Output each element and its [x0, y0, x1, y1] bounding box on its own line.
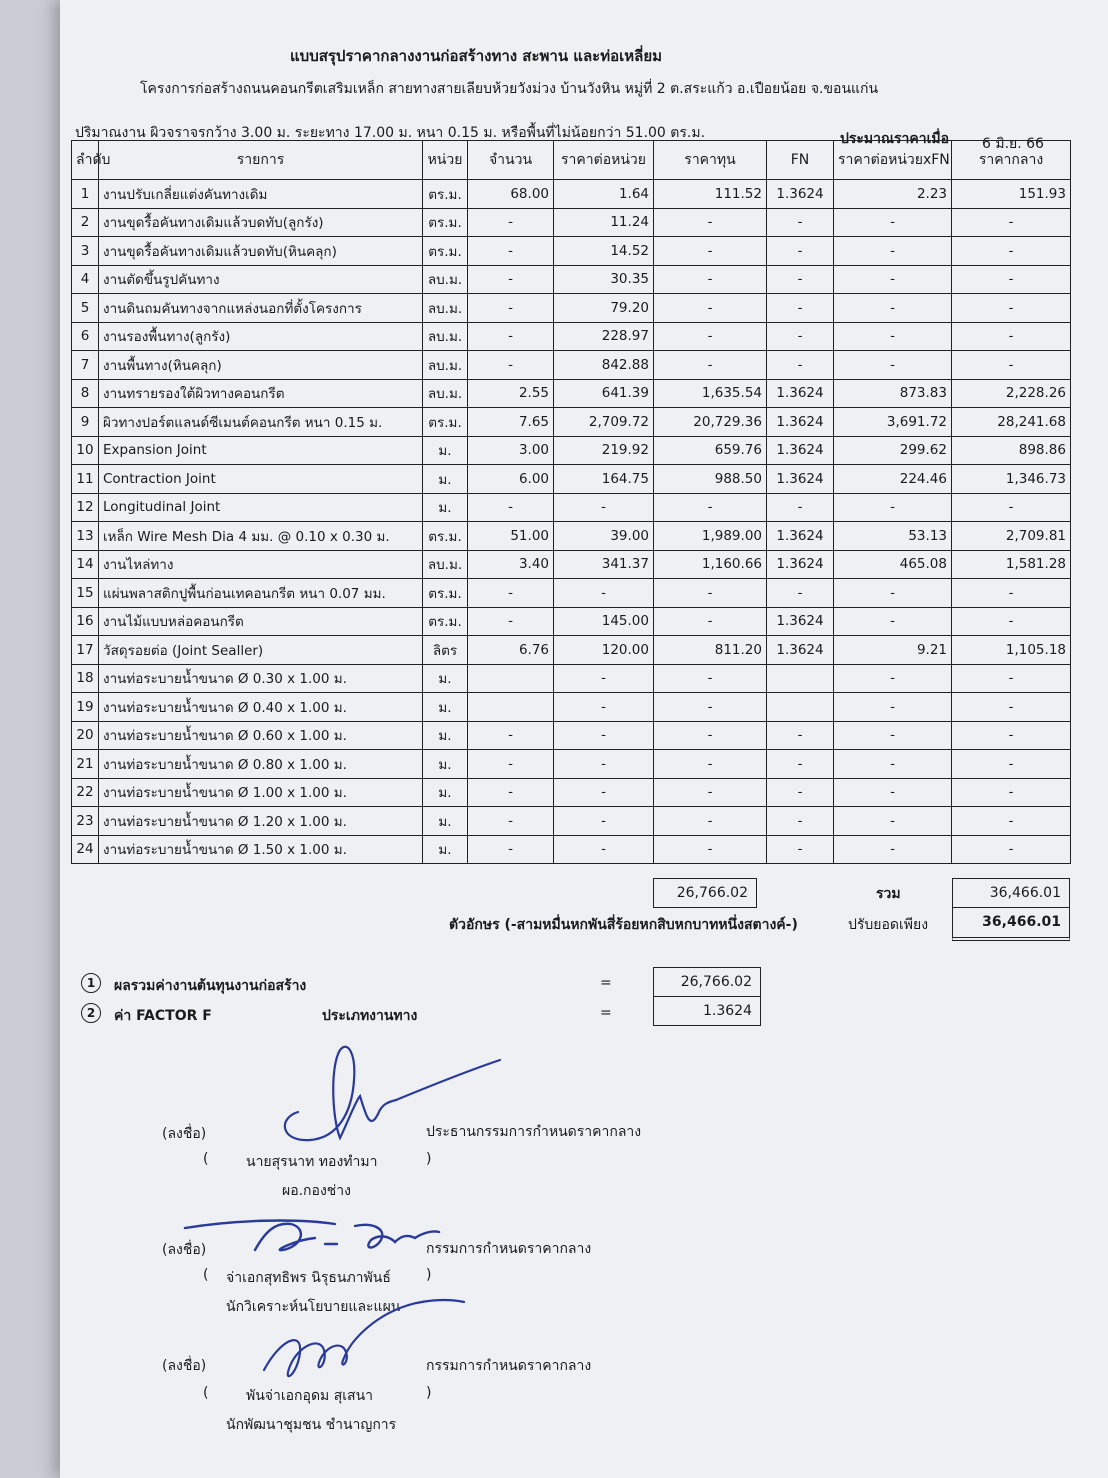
unit-price: -	[554, 579, 654, 608]
unit: ตร.ม.	[423, 180, 468, 209]
quantity: -	[468, 208, 554, 237]
fn-factor: -	[767, 237, 834, 266]
fn-factor: -	[767, 322, 834, 351]
quantity: -	[468, 807, 554, 836]
table-row	[72, 778, 1071, 807]
table-row	[72, 322, 1071, 351]
unit-price: 39.00	[554, 522, 654, 551]
row-number: 6	[72, 322, 99, 351]
summary-item1-eq: =	[600, 975, 612, 991]
item-name: งานท่อระบายน้ำขนาด Ø 0.30 x 1.00 ม.	[99, 664, 423, 693]
table-header-row	[72, 141, 1071, 180]
table-row	[72, 180, 1071, 209]
unit-price-fn: 9.21	[834, 636, 952, 665]
unit-price: 641.39	[554, 379, 654, 408]
header-unit-price: ราคาต่อหน่วย	[554, 141, 654, 180]
summary-item2-type: ประเภทงานทาง	[322, 1008, 418, 1024]
unit: ลบ.ม.	[423, 322, 468, 351]
unit-price: 2,709.72	[554, 408, 654, 437]
row-number: 15	[72, 579, 99, 608]
row-number: 17	[72, 636, 99, 665]
fn-factor: -	[767, 579, 834, 608]
row-number: 20	[72, 721, 99, 750]
median-price: -	[952, 579, 1071, 608]
price-table	[71, 140, 1071, 864]
header-order: ลำดับ	[72, 141, 99, 180]
item-name: งานตัดขึ้นรูปคันทาง	[99, 265, 423, 294]
cost: 811.20	[654, 636, 767, 665]
table-row	[72, 265, 1071, 294]
unit-price: -	[554, 721, 654, 750]
cost: -	[654, 693, 767, 722]
item-name: วัสดุรอยต่อ (Joint Sealler)	[99, 636, 423, 665]
item-name: งานขุดรื้อคันทางเดิมแล้วบดทับ(ลูกรัง)	[99, 208, 423, 237]
signer-name-3: พันจ่าเอกอุดม สุเสนา	[246, 1388, 374, 1404]
unit-price-fn: -	[834, 607, 952, 636]
quantity: -	[468, 237, 554, 266]
unit: ตร.ม.	[423, 208, 468, 237]
unit: ตร.ม.	[423, 237, 468, 266]
rounded-value: 36,466.01	[952, 907, 1070, 941]
unit: ตร.ม.	[423, 522, 468, 551]
unit-price: -	[554, 493, 654, 522]
fn-factor: 1.3624	[767, 379, 834, 408]
quantity: -	[468, 778, 554, 807]
median-price: -	[952, 294, 1071, 323]
unit-price: 145.00	[554, 607, 654, 636]
unit-price-fn: -	[834, 750, 952, 779]
quantity: -	[468, 493, 554, 522]
rounded-label: ปรับยอดเพียง	[848, 917, 929, 933]
fn-factor: -	[767, 265, 834, 294]
paren-open-3: (	[203, 1385, 209, 1401]
median-price: 28,241.68	[952, 408, 1071, 437]
median-price: -	[952, 208, 1071, 237]
row-number: 12	[72, 493, 99, 522]
fn-factor: 1.3624	[767, 408, 834, 437]
quantity: 6.00	[468, 465, 554, 494]
unit-price-fn: -	[834, 265, 952, 294]
unit-price-fn: 53.13	[834, 522, 952, 551]
header-item: รายการ	[99, 141, 423, 180]
median-price: -	[952, 807, 1071, 836]
unit-price: 120.00	[554, 636, 654, 665]
item-name: งานทรายรองใต้ผิวทางคอนกรีต	[99, 379, 423, 408]
fn-factor	[767, 693, 834, 722]
cost-total: 26,766.02	[653, 878, 757, 908]
row-number: 9	[72, 408, 99, 437]
cost: 111.52	[654, 180, 767, 209]
fn-factor: -	[767, 493, 834, 522]
cost: -	[654, 664, 767, 693]
row-number: 5	[72, 294, 99, 323]
paren-open-2: (	[203, 1267, 209, 1283]
unit: ลบ.ม.	[423, 294, 468, 323]
unit-price: 164.75	[554, 465, 654, 494]
table-row	[72, 693, 1071, 722]
unit-price: 30.35	[554, 265, 654, 294]
cost: -	[654, 351, 767, 380]
unit-price-fn: -	[834, 237, 952, 266]
unit-price-fn: 299.62	[834, 436, 952, 465]
item-name: เหล็ก Wire Mesh Dia 4 มม. @ 0.10 x 0.30 ม.	[99, 522, 423, 551]
median-price: -	[952, 664, 1071, 693]
cost: -	[654, 579, 767, 608]
unit: ตร.ม.	[423, 579, 468, 608]
row-number: 7	[72, 351, 99, 380]
sum-value: 36,466.01	[952, 878, 1070, 908]
unit-price-fn: -	[834, 322, 952, 351]
unit: ม.	[423, 465, 468, 494]
unit-price-fn: -	[834, 807, 952, 836]
row-number: 16	[72, 607, 99, 636]
table-row	[72, 351, 1071, 380]
cost: 20,729.36	[654, 408, 767, 437]
item-name: ผิวทางปอร์ตแลนด์ซีเมนต์คอนกรีต หนา 0.15 ม.	[99, 408, 423, 437]
quantity: -	[468, 351, 554, 380]
fn-factor: -	[767, 835, 834, 864]
quantity: 3.00	[468, 436, 554, 465]
table-row	[72, 408, 1071, 437]
project-name: โครงการก่อสร้างถนนคอนกรีตเสริมเหล็ก สายทางสายเลียบห้วยวังม่วง บ้านวังหิน หมู่ที่ 2 ต.สระแก้ว อ.เปือยน้อย จ.ขอนแก่น	[140, 81, 879, 97]
header-median-price: ราคากลาง	[952, 141, 1071, 180]
item-name: งานท่อระบายน้ำขนาด Ø 1.50 x 1.00 ม.	[99, 835, 423, 864]
quantity: -	[468, 579, 554, 608]
table-row	[72, 550, 1071, 579]
item-name: งานดินถมคันทางจากแหล่งนอกที่ตั้งโครงการ	[99, 294, 423, 323]
row-number: 4	[72, 265, 99, 294]
quantity: -	[468, 322, 554, 351]
quantity	[468, 664, 554, 693]
unit-price-fn: -	[834, 721, 952, 750]
table-row	[72, 379, 1071, 408]
fn-factor: -	[767, 807, 834, 836]
unit: ม.	[423, 778, 468, 807]
unit-price: 219.92	[554, 436, 654, 465]
unit-price: 79.20	[554, 294, 654, 323]
fn-factor: -	[767, 750, 834, 779]
table-row	[72, 835, 1071, 864]
unit: ม.	[423, 835, 468, 864]
unit-price-fn: 465.08	[834, 550, 952, 579]
estimate-date: 6 มิ.ย. 66	[982, 136, 1044, 152]
median-price: 1,581.28	[952, 550, 1071, 579]
unit-price: -	[554, 664, 654, 693]
quantity: 2.55	[468, 379, 554, 408]
row-number: 10	[72, 436, 99, 465]
cost: -	[654, 607, 767, 636]
cost: -	[654, 807, 767, 836]
unit: ม.	[423, 664, 468, 693]
cost: 659.76	[654, 436, 767, 465]
median-price: -	[952, 607, 1071, 636]
row-number: 22	[72, 778, 99, 807]
signer-position-1: ผอ.กองช่าง	[282, 1183, 351, 1199]
item-name: งานไหล่ทาง	[99, 550, 423, 579]
median-price: 2,228.26	[952, 379, 1071, 408]
summary-item2-label: ค่า FACTOR F	[114, 1008, 212, 1024]
unit-price: -	[554, 693, 654, 722]
signature-3	[250, 1290, 470, 1400]
item-name: งานพื้นทาง(หินคลุก)	[99, 351, 423, 380]
unit: ม.	[423, 807, 468, 836]
header-fn: FN	[767, 141, 834, 180]
summary-item1-value: 26,766.02	[653, 967, 761, 997]
header-unit-price-fn: ราคาต่อหน่วยxFN	[834, 141, 952, 180]
row-number: 1	[72, 180, 99, 209]
unit-price: -	[554, 750, 654, 779]
table-row	[72, 807, 1071, 836]
item-name: งานท่อระบายน้ำขนาด Ø 0.60 x 1.00 ม.	[99, 721, 423, 750]
cost: -	[654, 294, 767, 323]
cost: -	[654, 835, 767, 864]
median-price: -	[952, 237, 1071, 266]
fn-factor: -	[767, 778, 834, 807]
median-price: -	[952, 322, 1071, 351]
unit-price-fn: -	[834, 294, 952, 323]
item-name: Expansion Joint	[99, 436, 423, 465]
signer-name-2: จ่าเอกสุทธิพร นิรุธนภาพันธ์	[226, 1270, 391, 1286]
unit: ลบ.ม.	[423, 351, 468, 380]
fn-factor: 1.3624	[767, 550, 834, 579]
median-price: -	[952, 265, 1071, 294]
median-price: -	[952, 778, 1071, 807]
unit: ตร.ม.	[423, 607, 468, 636]
estimate-label: ประมาณราคาเมื่อ	[840, 131, 950, 147]
row-number: 14	[72, 550, 99, 579]
row-number: 8	[72, 379, 99, 408]
table-row	[72, 465, 1071, 494]
row-number: 23	[72, 807, 99, 836]
median-price: 1,105.18	[952, 636, 1071, 665]
item-name: งานท่อระบายน้ำขนาด Ø 0.80 x 1.00 ม.	[99, 750, 423, 779]
unit-price-fn: 224.46	[834, 465, 952, 494]
unit-price-fn: -	[834, 579, 952, 608]
fn-factor: -	[767, 294, 834, 323]
unit-price: 11.24	[554, 208, 654, 237]
unit: ตร.ม.	[423, 408, 468, 437]
header-unit: หน่วย	[423, 141, 468, 180]
table-row	[72, 493, 1071, 522]
table-row	[72, 237, 1071, 266]
fn-factor: -	[767, 351, 834, 380]
sign-label-3: (ลงชื่อ)	[162, 1358, 207, 1374]
cost: -	[654, 750, 767, 779]
quantity: -	[468, 835, 554, 864]
fn-factor: -	[767, 721, 834, 750]
quantity: -	[468, 265, 554, 294]
summary-item2-value: 1.3624	[653, 996, 761, 1026]
unit-price-fn: -	[834, 693, 952, 722]
cost: 1,989.00	[654, 522, 767, 551]
table-row	[72, 208, 1071, 237]
item-number-2: 2	[81, 1003, 101, 1023]
signature-2	[175, 1210, 445, 1270]
unit-price: 842.88	[554, 351, 654, 380]
unit-price-fn: -	[834, 351, 952, 380]
unit-price-fn: -	[834, 664, 952, 693]
item-name: งานรองพื้นทาง(ลูกรัง)	[99, 322, 423, 351]
table-row	[72, 721, 1071, 750]
unit-price-fn: -	[834, 835, 952, 864]
unit-price-fn: -	[834, 778, 952, 807]
unit-price: 228.97	[554, 322, 654, 351]
unit-price-fn: 2.23	[834, 180, 952, 209]
unit-price: -	[554, 778, 654, 807]
quantity: 68.00	[468, 180, 554, 209]
cost: -	[654, 322, 767, 351]
cost: -	[654, 208, 767, 237]
item-number-1: 1	[81, 973, 101, 993]
signer-role-3: กรรมการกำหนดราคากลาง	[426, 1358, 592, 1374]
fn-factor: 1.3624	[767, 465, 834, 494]
item-name: งานท่อระบายน้ำขนาด Ø 1.20 x 1.00 ม.	[99, 807, 423, 836]
table-row	[72, 636, 1071, 665]
quantity: -	[468, 294, 554, 323]
header-cost: ราคาทุน	[654, 141, 767, 180]
unit-price-fn: 3,691.72	[834, 408, 952, 437]
table-row	[72, 436, 1071, 465]
table-row	[72, 750, 1071, 779]
quantity: 3.40	[468, 550, 554, 579]
sign-label-1: (ลงชื่อ)	[162, 1126, 207, 1142]
unit-price: 341.37	[554, 550, 654, 579]
fn-factor: -	[767, 208, 834, 237]
row-number: 3	[72, 237, 99, 266]
median-price: -	[952, 721, 1071, 750]
cost: -	[654, 493, 767, 522]
paren-close-3: )	[426, 1385, 432, 1401]
project-scope: ปริมาณงาน ผิวจราจรกว้าง 3.00 ม. ระยะทาง 17.00 ม. หนา 0.15 ม. หรือพื้นที่ไม่น้อยกว่า 51.00 ตร.ม.	[75, 125, 706, 141]
item-name: งานขุดรื้อคันทางเดิมแล้วบดทับ(หินคลุก)	[99, 237, 423, 266]
median-price: -	[952, 351, 1071, 380]
item-name: งานไม้แบบหล่อคอนกรีต	[99, 607, 423, 636]
unit-price-fn: -	[834, 493, 952, 522]
fn-factor: 1.3624	[767, 636, 834, 665]
paren-close-2: )	[426, 1267, 432, 1283]
row-number: 24	[72, 835, 99, 864]
summary-item1-label: ผลรวมค่างานต้นทุนงานก่อสร้าง	[114, 978, 307, 994]
cost: -	[654, 778, 767, 807]
unit: ลบ.ม.	[423, 379, 468, 408]
item-name: Longitudinal Joint	[99, 493, 423, 522]
median-price: 898.86	[952, 436, 1071, 465]
fn-factor: 1.3624	[767, 522, 834, 551]
signer-name-1: นายสุรนาท ทองทำมา	[246, 1154, 378, 1170]
unit-price: 14.52	[554, 237, 654, 266]
quantity: 6.76	[468, 636, 554, 665]
paren-open-1: (	[203, 1151, 209, 1167]
unit-price: 1.64	[554, 180, 654, 209]
quantity: -	[468, 750, 554, 779]
unit-price: -	[554, 807, 654, 836]
cost: 988.50	[654, 465, 767, 494]
item-name: งานท่อระบายน้ำขนาด Ø 0.40 x 1.00 ม.	[99, 693, 423, 722]
fn-factor: 1.3624	[767, 180, 834, 209]
signer-position-2: นักวิเคราะห์นโยบายและแผน	[226, 1299, 401, 1315]
table-row	[72, 294, 1071, 323]
median-price: 2,709.81	[952, 522, 1071, 551]
unit-price: -	[554, 835, 654, 864]
item-name: งานปรับเกลี่ยแต่งคันทางเดิม	[99, 180, 423, 209]
quantity: 7.65	[468, 408, 554, 437]
median-price: -	[952, 835, 1071, 864]
unit-price-fn: -	[834, 208, 952, 237]
unit: ลบ.ม.	[423, 265, 468, 294]
fn-factor: 1.3624	[767, 436, 834, 465]
amount-in-words: ตัวอักษร (-สามหมื่นหกพันสี่ร้อยหกสิบหกบาทหนึ่งสตางค์-)	[449, 917, 798, 933]
row-number: 11	[72, 465, 99, 494]
fn-factor	[767, 664, 834, 693]
unit: ม.	[423, 750, 468, 779]
quantity	[468, 693, 554, 722]
row-number: 2	[72, 208, 99, 237]
cost: -	[654, 721, 767, 750]
table-row	[72, 664, 1071, 693]
unit: ม.	[423, 493, 468, 522]
row-number: 21	[72, 750, 99, 779]
table-row	[72, 522, 1071, 551]
signer-position-3: นักพัฒนาชุมชน ชำนาญการ	[226, 1417, 397, 1433]
header-qty: จำนวน	[468, 141, 554, 180]
paren-close-1: )	[426, 1151, 432, 1167]
unit-price-fn: 873.83	[834, 379, 952, 408]
row-number: 13	[72, 522, 99, 551]
item-name: งานท่อระบายน้ำขนาด Ø 1.00 x 1.00 ม.	[99, 778, 423, 807]
table-row	[72, 607, 1071, 636]
cost: 1,160.66	[654, 550, 767, 579]
unit: ม.	[423, 693, 468, 722]
sign-label-2: (ลงชื่อ)	[162, 1242, 207, 1258]
unit: ลิตร	[423, 636, 468, 665]
median-price: 1,346.73	[952, 465, 1071, 494]
quantity: 51.00	[468, 522, 554, 551]
median-price: -	[952, 493, 1071, 522]
median-price: -	[952, 693, 1071, 722]
signer-role-1: ประธานกรรมการกำหนดราคากลาง	[426, 1124, 642, 1140]
row-number: 19	[72, 693, 99, 722]
unit: ม.	[423, 721, 468, 750]
median-price: 151.93	[952, 180, 1071, 209]
cost: -	[654, 237, 767, 266]
summary-item2-eq: =	[600, 1005, 612, 1021]
table-row	[72, 579, 1071, 608]
signer-role-2: กรรมการกำหนดราคากลาง	[426, 1241, 592, 1257]
row-number: 18	[72, 664, 99, 693]
quantity: -	[468, 607, 554, 636]
document-title: แบบสรุปราคากลางงานก่อสร้างทาง สะพาน และท่อเหลี่ยม	[290, 47, 663, 65]
signature-1	[270, 1040, 510, 1160]
fn-factor: 1.3624	[767, 607, 834, 636]
median-price: -	[952, 750, 1071, 779]
item-name: แผ่นพลาสติกปูพื้นก่อนเทคอนกรีต หนา 0.07 มม.	[99, 579, 423, 608]
cost: -	[654, 265, 767, 294]
item-name: Contraction Joint	[99, 465, 423, 494]
sum-label: รวม	[876, 886, 901, 902]
quantity: -	[468, 721, 554, 750]
cost: 1,635.54	[654, 379, 767, 408]
unit: ลบ.ม.	[423, 550, 468, 579]
unit: ม.	[423, 436, 468, 465]
